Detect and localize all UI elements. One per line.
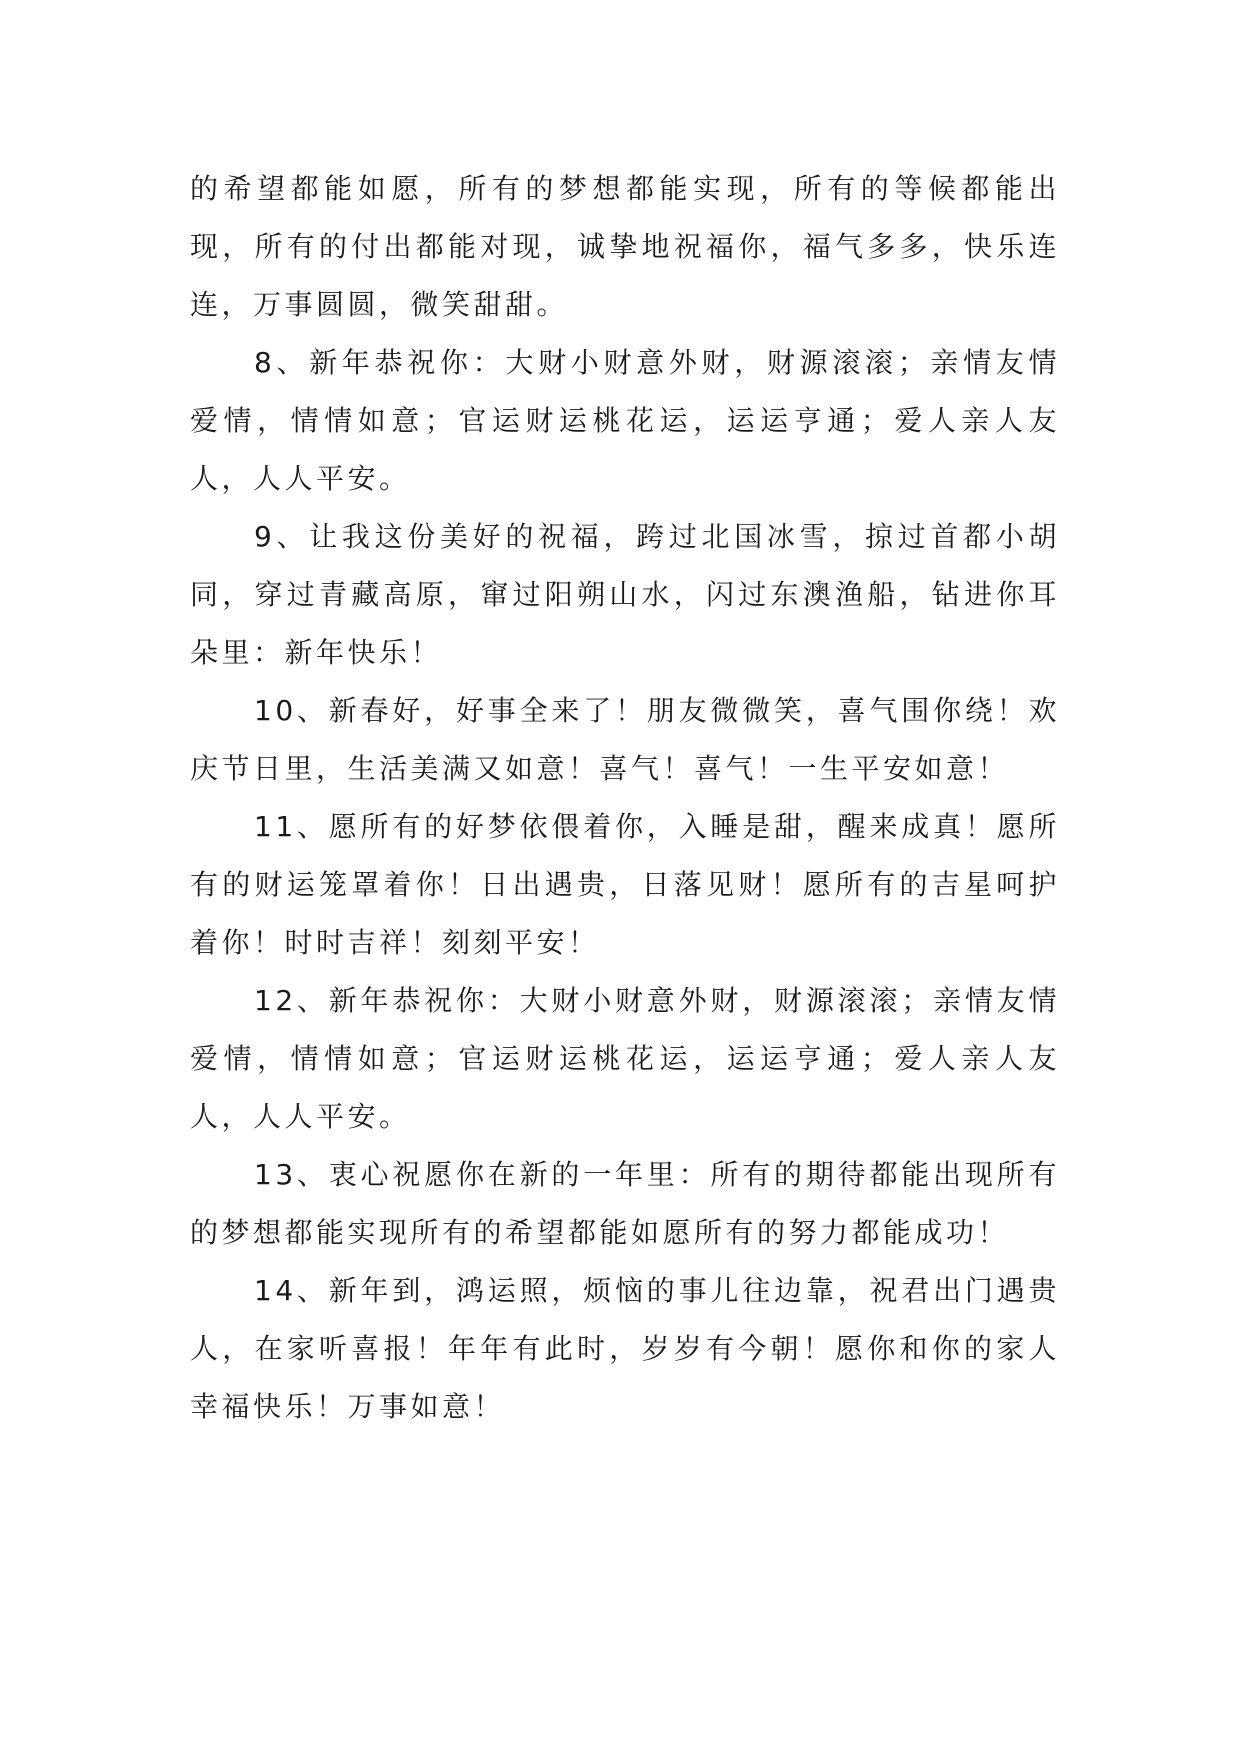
paragraph-item-14: 14、新年到，鸿运照，烦恼的事儿往边靠，祝君出门遇贵人，在家听喜报！年年有此时，岁岁有今朝！愿你和你的家人幸福快乐！万事如意！ [190,1274,1060,1423]
paragraph-item-13: 13、衷心祝愿你在新的一年里：所有的期待都能出现所有的梦想都能实现所有的希望都能如愿所有的努力都能成功！ [190,1158,1060,1249]
paragraph-item-9: 9、让我这份美好的祝福，跨过北国冰雪，掠过首都小胡同，穿过青藏高原，窜过阳朔山水，闪过东澳渔船，钻进你耳朵里：新年快乐！ [190,520,1060,669]
paragraph-item-10: 10、新春好，好事全来了！朋友微微笑，喜气围你绕！欢庆节日里，生活美满又如意！喜气！喜气！一生平安如意！ [190,694,1060,785]
paragraph-item-12: 12、新年恭祝你：大财小财意外财，财源滚滚；亲情友情爱情，情情如意；官运财运桃花运，运运亨通；爱人亲人友人，人人平安。 [190,984,1060,1133]
paragraph-continuation: 的希望都能如愿，所有的梦想都能实现，所有的等候都能出现，所有的付出都能对现，诚挚地祝福你，福气多多，快乐连连，万事圆圆，微笑甜甜。 [190,172,1060,321]
paragraph-item-11: 11、愿所有的好梦依偎着你，入睡是甜，醒来成真！愿所有的财运笼罩着你！日出遇贵，日落见财！愿所有的吉星呵护着你！时时吉祥！刻刻平安！ [190,810,1060,959]
document-body [190,160,1060,1436]
paragraph-item-8: 8、新年恭祝你：大财小财意外财，财源滚滚；亲情友情爱情，情情如意；官运财运桃花运，运运亨通；爱人亲人友人，人人平安。 [190,346,1060,495]
